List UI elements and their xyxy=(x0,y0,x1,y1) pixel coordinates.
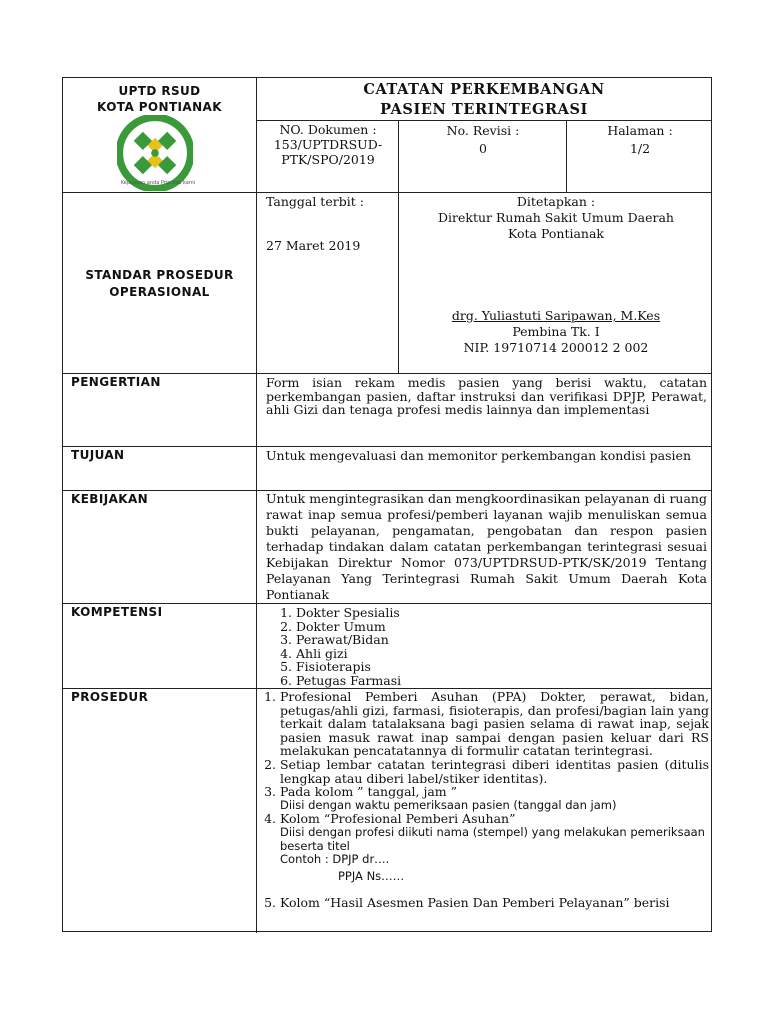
item3-detail: Diisi dengan waktu pemeriksaan pasien (tanggal dan jam) xyxy=(280,797,617,812)
document-title xyxy=(256,80,712,120)
column-divider xyxy=(398,120,399,192)
list-item: 5. Fisioterapis xyxy=(296,660,707,674)
row-divider xyxy=(256,120,712,121)
kompetensi-list xyxy=(266,606,707,688)
approver-name: drg. Yuliastuti Saripawan, M.Kes xyxy=(451,308,661,323)
list-item xyxy=(280,785,709,812)
sop-label xyxy=(63,267,256,301)
sop-label-line1: STANDAR PROSEDUR xyxy=(85,268,234,282)
list-item: 3. Perawat/Bidan xyxy=(296,633,707,647)
doc-no-label: NO. Dokumen : xyxy=(279,122,377,137)
org-name xyxy=(63,83,256,115)
org-line1: UPTD RSUD xyxy=(118,84,201,98)
approval-block xyxy=(400,194,712,356)
list-item: 2. Dokter Umum xyxy=(296,620,707,634)
column-divider xyxy=(566,120,567,192)
logo-caption: Kepuasan anda Prioritas kami xyxy=(120,180,196,186)
sop-label-line2: OPERASIONAL xyxy=(109,285,210,299)
column-divider xyxy=(256,78,257,933)
kebijakan-text: Untuk mengintegrasikan dan mengkoordinasikan pelayanan di ruang rawat inap semua profesi/pemberi layanan wajib menuliskan semua bukti pelayanan, pengamatan, pengobatan dan respon pasien terhadap tindakan dalam catatan perkembangan terintegrasi sesuai Kebijakan Direktur Nomor 073/UPTDRSUD-PTK/SK/2019 Tentang Pelayanan Yang Terintegrasi Rumah Sakit Umum Daerah Kota Pontianak xyxy=(266,491,707,602)
kebijakan-label: KEBIJAKAN xyxy=(71,492,149,506)
kompetensi-label: KOMPETENSI xyxy=(71,605,163,619)
approver-title-line1: Direktur Rumah Sakit Umum Daerah xyxy=(438,210,674,225)
row-divider xyxy=(63,446,712,447)
list-item: 1. Dokter Spesialis xyxy=(296,606,707,620)
column-divider xyxy=(398,192,399,373)
list-item xyxy=(280,812,709,896)
document-number xyxy=(260,122,396,167)
doc-no-value: 153/UPTDRSUD-PTK/SPO/2019 xyxy=(273,137,383,167)
approver-title-line2: Kota Pontianak xyxy=(507,226,604,241)
row-divider xyxy=(63,603,712,604)
item4-detail: Diisi dengan profesi diikuti nama (stempel) yang melakukan pemeriksaan beserta titel xyxy=(280,824,705,853)
sop-document xyxy=(62,77,712,932)
page-number xyxy=(568,122,712,158)
pengertian-text: Form isian rekam medis pasien yang berisi waktu, catatan perkembangan pasien, daftar instruksi dan verifikasi DPJP, Perawat, ahli Gizi dan tenaga profesi medis lainnya dan implementasi xyxy=(266,375,707,418)
revision-number xyxy=(400,122,566,158)
tujuan-label: TUJUAN xyxy=(71,448,125,462)
approver-nip: NIP. 19710714 200012 2 002 xyxy=(463,340,649,355)
prosedur-label: PROSEDUR xyxy=(71,690,149,704)
page-label: Halaman : xyxy=(607,123,673,138)
approved-label: Ditetapkan : xyxy=(516,194,596,209)
item3-title: 3. Pada kolom ” tanggal, jam ” xyxy=(280,784,458,800)
issued-date-block xyxy=(266,194,396,254)
list-item: 5. Kolom “Hasil Asesmen Pasien Dan Pemberi Pelayanan” berisi xyxy=(280,896,709,910)
list-item: 6. Petugas Farmasi xyxy=(296,674,707,688)
list-item: 1. Profesional Pemberi Asuhan (PPA) Dokter, perawat, bidan, petugas/ahli gizi, farmasi, fisioterapis, dan profesi/bagian lain yang terkait dalam tatalaksana bagi pasien selama di rawat inap, sejak pasien masuk rawat inap sampai dengan pasien keluar dari RS melakukan pencatatannya di formulir catatan terintegrasi. xyxy=(280,690,709,758)
issued-date: 27 Maret 2019 xyxy=(266,238,361,253)
item4-example2: PPJA Ns…… xyxy=(338,868,405,883)
title-line2: PASIEN TERINTEGRASI xyxy=(380,101,588,118)
revision-value: 0 xyxy=(479,141,487,156)
title-line1: CATATAN PERKEMBANGAN xyxy=(363,81,605,98)
org-line2: KOTA PONTIANAK xyxy=(97,100,222,114)
prosedur-list xyxy=(260,690,709,910)
list-item: 2. Setiap lembar catatan terintegrasi diberi identitas pasien (ditulis lengkap atau diberi label/stiker identitas). xyxy=(280,758,709,785)
page-value: 1/2 xyxy=(629,141,651,156)
row-divider xyxy=(63,373,712,374)
pengertian-label: PENGERTIAN xyxy=(71,375,161,389)
row-divider xyxy=(63,192,712,193)
list-item: 4. Ahli gizi xyxy=(296,647,707,661)
approver-rank: Pembina Tk. I xyxy=(512,324,600,339)
tujuan-text: Untuk mengevaluasi dan memonitor perkembangan kondisi pasien xyxy=(266,448,691,463)
revision-label: No. Revisi : xyxy=(446,123,520,138)
item4-example1: Contoh : DPJP dr…. xyxy=(280,852,390,867)
issued-label: Tanggal terbit : xyxy=(266,194,364,209)
item4-title: 4. Kolom “Profesional Pemberi Asuhan” xyxy=(280,811,516,827)
